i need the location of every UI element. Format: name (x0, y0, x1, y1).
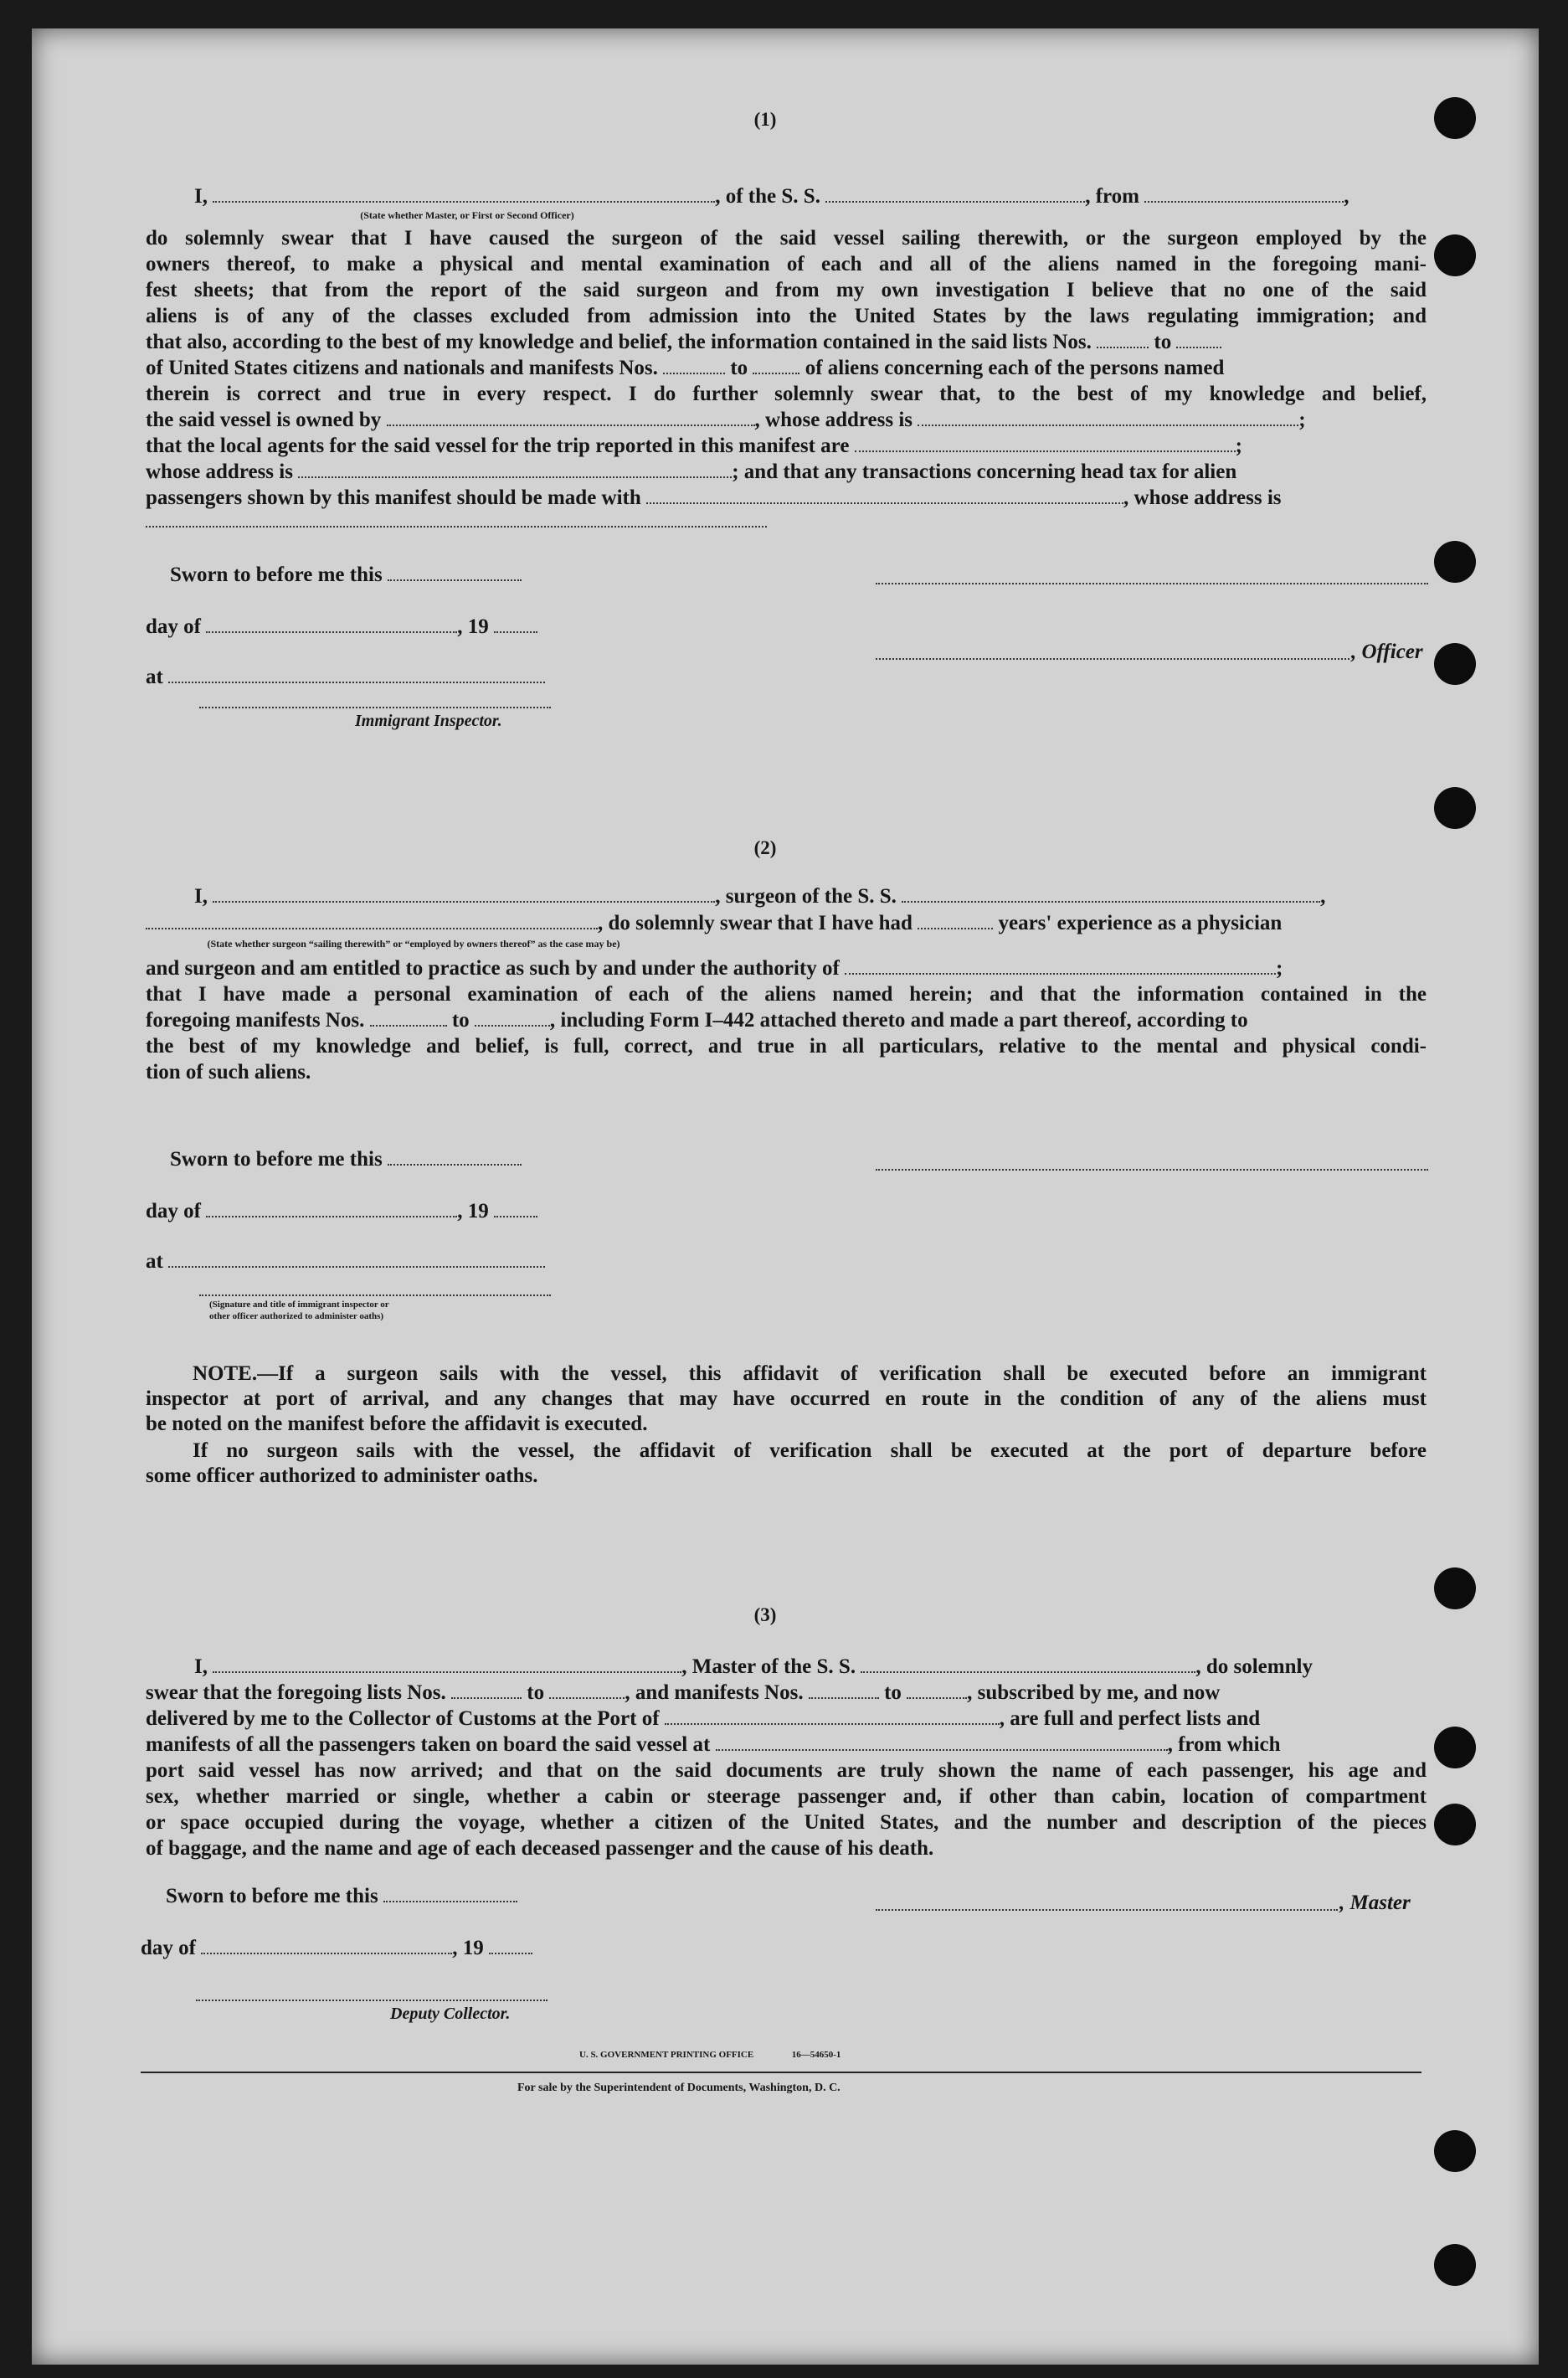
punch-hole (1434, 541, 1476, 583)
s2-para-line: that I have made a personal examination of each of the aliens named herein; and that the information contained in the (146, 983, 1427, 1006)
s1-oath-first-line: I, , of the S. S. , from , (194, 185, 1350, 208)
s2-year-field[interactable] (494, 1201, 537, 1217)
gpo-imprint: U. S. GOVERNMENT PRINTING OFFICE 16—54650-1 (579, 2050, 841, 2060)
punch-hole (1434, 643, 1476, 685)
boarding-port-field[interactable] (716, 1734, 1168, 1751)
s2-note-line: some officer authorized to administer oaths. (146, 1464, 538, 1487)
owner-address-field[interactable] (918, 409, 1298, 426)
section-1-number: (1) (753, 109, 777, 130)
s3-year-field[interactable] (489, 1938, 532, 1954)
vessel-name-field[interactable] (825, 186, 1085, 203)
s2-day-of-field[interactable] (206, 1201, 457, 1217)
s2-oath-second-line: , do solemnly swear that I have had years' experience as a physician (146, 911, 1282, 936)
head-tax-contact-field[interactable] (646, 487, 1123, 504)
s3-lists-from-field[interactable] (451, 1682, 522, 1699)
owner-field[interactable] (387, 409, 755, 426)
s3-sworn-label: Sworn to before me this (166, 1884, 517, 1909)
surgeon-name-field[interactable] (213, 886, 715, 903)
authority-field[interactable] (845, 958, 1276, 975)
s1-para-line: whose address is ; and that any transactions concerning head tax for alien (146, 461, 1237, 483)
s3-sworn-date-field[interactable] (383, 1886, 517, 1902)
punch-hole (1434, 97, 1476, 139)
master-name-field[interactable] (213, 1656, 681, 1673)
s2-signature-caption: other officer authorized to administer oaths) (209, 1311, 384, 1321)
sworn-date-field[interactable] (388, 564, 522, 581)
surgeon-status-field[interactable] (146, 913, 598, 929)
local-agents-field[interactable] (855, 435, 1236, 452)
s1-para-line: do solemnly swear that I have caused the surgeon of the said vessel sailing therewith, or the surgeon employed by the (146, 227, 1427, 250)
section-2-number: (2) (753, 837, 777, 858)
s1-para-line: of United States citizens and nationals and manifests Nos. to of aliens concerning each of the persons named (146, 357, 1225, 379)
punch-hole (1434, 2130, 1476, 2172)
s2-inspector-signature-line[interactable] (199, 1293, 551, 1296)
form-page (32, 28, 1539, 2365)
s2-para-line: and surgeon and am entitled to practice as such by and under the authority of ; (146, 957, 1283, 980)
s2-para-line: foregoing manifests Nos. to , including Form I–442 attached thereto and made a part thereof, according to (146, 1009, 1248, 1032)
s3-vessel-name-field[interactable] (861, 1656, 1195, 1673)
s2-manifests-to-field[interactable] (475, 1010, 550, 1027)
officer-label: , Officer (1351, 641, 1423, 663)
port-of-delivery-field[interactable] (665, 1708, 1000, 1725)
lists-from-field[interactable] (1097, 332, 1149, 348)
inspector-signature-line[interactable] (199, 705, 551, 708)
s3-para-line: of baggage, and the name and age of each deceased passenger and the cause of his death. (146, 1837, 934, 1860)
s3-oath-first-line: I, , Master of the S. S. , do solemnly (194, 1655, 1313, 1678)
s2-sworn-label: Sworn to before me this (170, 1147, 522, 1172)
s2-signature-caption: (Signature and title of immigrant inspector or (209, 1300, 389, 1310)
s3-manifests-to-field[interactable] (907, 1682, 967, 1699)
s1-para-line: aliens is of any of the classes excluded from admission into the United States by the laws regulating immigration; and (146, 305, 1427, 327)
punch-hole (1434, 1567, 1476, 1609)
s2-at-label: at (146, 1249, 545, 1274)
s3-dayof-label: day of , 19 (141, 1936, 532, 1961)
s3-para-line: delivered by me to the Collector of Customs at the Port of , are full and perfect lists and (146, 1707, 1261, 1730)
s2-sworn-date-field[interactable] (388, 1149, 522, 1166)
s2-signature-line[interactable] (876, 1167, 1428, 1171)
s2-caption: (State whether surgeon “sailing therewith” or “employed by owners thereof” as the case may be) (207, 938, 620, 950)
agents-address-field[interactable] (298, 461, 732, 478)
punch-hole (1434, 234, 1476, 276)
footer-rule (141, 2072, 1421, 2073)
s2-at-place-field[interactable] (168, 1251, 545, 1268)
master-signature-line[interactable] (876, 1907, 1338, 1911)
port-from-field[interactable] (1144, 186, 1344, 203)
s3-lists-to-field[interactable] (549, 1682, 625, 1699)
s3-para-line: sex, whether married or single, whether a cabin or steerage passenger and, if other than cabin, location of compartment (146, 1785, 1427, 1808)
punch-hole (1434, 1727, 1476, 1768)
punch-hole (1434, 787, 1476, 829)
manifests-from-field[interactable] (663, 358, 725, 374)
s1-para-line: fest sheets; that from the report of the said surgeon and from my own investigation I believe that no one of the said (146, 279, 1427, 301)
officer-rank-field[interactable] (213, 186, 715, 203)
s1-para-line: the said vessel is owned by , whose address is ; (146, 409, 1306, 431)
day-of-field[interactable] (206, 616, 457, 633)
s2-note-line: If no surgeon sails with the vessel, the affidavit of verification shall be executed at the port of departure before (193, 1439, 1427, 1462)
s3-para-line: port said vessel has now arrived; and that on the said documents are truly shown the name of each passenger, his age and (146, 1759, 1427, 1782)
s2-para-line: the best of my knowledge and belief, is full, correct, and true in all particulars, relative to the mental and physical condi- (146, 1035, 1427, 1058)
s1-at-label: at (146, 665, 545, 690)
s1-para-line: owners thereof, to make a physical and mental examination of each and all of the aliens named in the foregoing mani- (146, 253, 1427, 275)
s2-note-line: inspector at port of arrival, and any changes that may have occurred en route in the condition of any of the aliens must (146, 1387, 1427, 1410)
s3-para-line: manifests of all the passengers taken on board the said vessel at , from which (146, 1733, 1281, 1756)
s3-manifests-from-field[interactable] (809, 1682, 879, 1699)
s3-para-line: or space occupied during the voyage, whether a citizen of the United States, and the number and description of the pieces (146, 1811, 1427, 1834)
s1-para-line: that the local agents for the said vessel for the trip reported in this manifest are ; (146, 435, 1242, 457)
year-field[interactable] (494, 616, 537, 633)
head-tax-address-field[interactable] (146, 524, 767, 528)
s3-day-of-field[interactable] (201, 1938, 452, 1954)
punch-hole (1434, 2244, 1476, 2286)
s1-para-line: passengers shown by this manifest should be made with , whose address is (146, 486, 1282, 509)
lists-to-field[interactable] (1176, 332, 1221, 348)
s1-caption: (State whether Master, or First or Second Officer) (360, 209, 574, 221)
years-experience-field[interactable] (918, 913, 993, 929)
deputy-signature-line[interactable] (196, 1998, 548, 2001)
manifests-to-field[interactable] (753, 358, 799, 374)
s1-sworn-label: Sworn to before me this (170, 563, 522, 588)
master-label: , Master (1339, 1892, 1411, 1914)
s1-para-line: therein is correct and true in every respect. I do further solemnly swear that, to the best of my knowledge and belief, (146, 383, 1427, 405)
s1-para-line: that also, according to the best of my knowledge and belief, the information contained in the said lists Nos. to (146, 330, 1221, 355)
s2-para-line: tion of such aliens. (146, 1061, 311, 1083)
punch-hole (1434, 1804, 1476, 1845)
sale-notice: For sale by the Superintendent of Documents, Washington, D. C. (517, 2082, 841, 2094)
s2-dayof-label: day of , 19 (146, 1199, 537, 1224)
deputy-label: Deputy Collector. (390, 2005, 511, 2023)
inspector-label: Immigrant Inspector. (355, 712, 502, 730)
signature-line[interactable] (876, 581, 1428, 584)
s2-manifests-from-field[interactable] (370, 1010, 447, 1027)
officer-signature-line[interactable] (876, 656, 1350, 660)
s2-note-line: be noted on the manifest before the affidavit is executed. (146, 1413, 648, 1435)
at-place-field[interactable] (168, 667, 545, 683)
s1-dayof-label: day of , 19 (146, 615, 537, 640)
s3-para-line: swear that the foregoing lists Nos. to , and manifests Nos. to , subscribed by me, and now (146, 1681, 1221, 1704)
s2-note-line: NOTE.—If a surgeon sails with the vessel, this affidavit of verification shall be executed before an immigrant (193, 1362, 1427, 1385)
section-3-number: (3) (753, 1604, 777, 1625)
s2-vessel-name-field[interactable] (902, 886, 1320, 903)
s2-oath-first-line: I, , surgeon of the S. S. , (194, 885, 1326, 908)
